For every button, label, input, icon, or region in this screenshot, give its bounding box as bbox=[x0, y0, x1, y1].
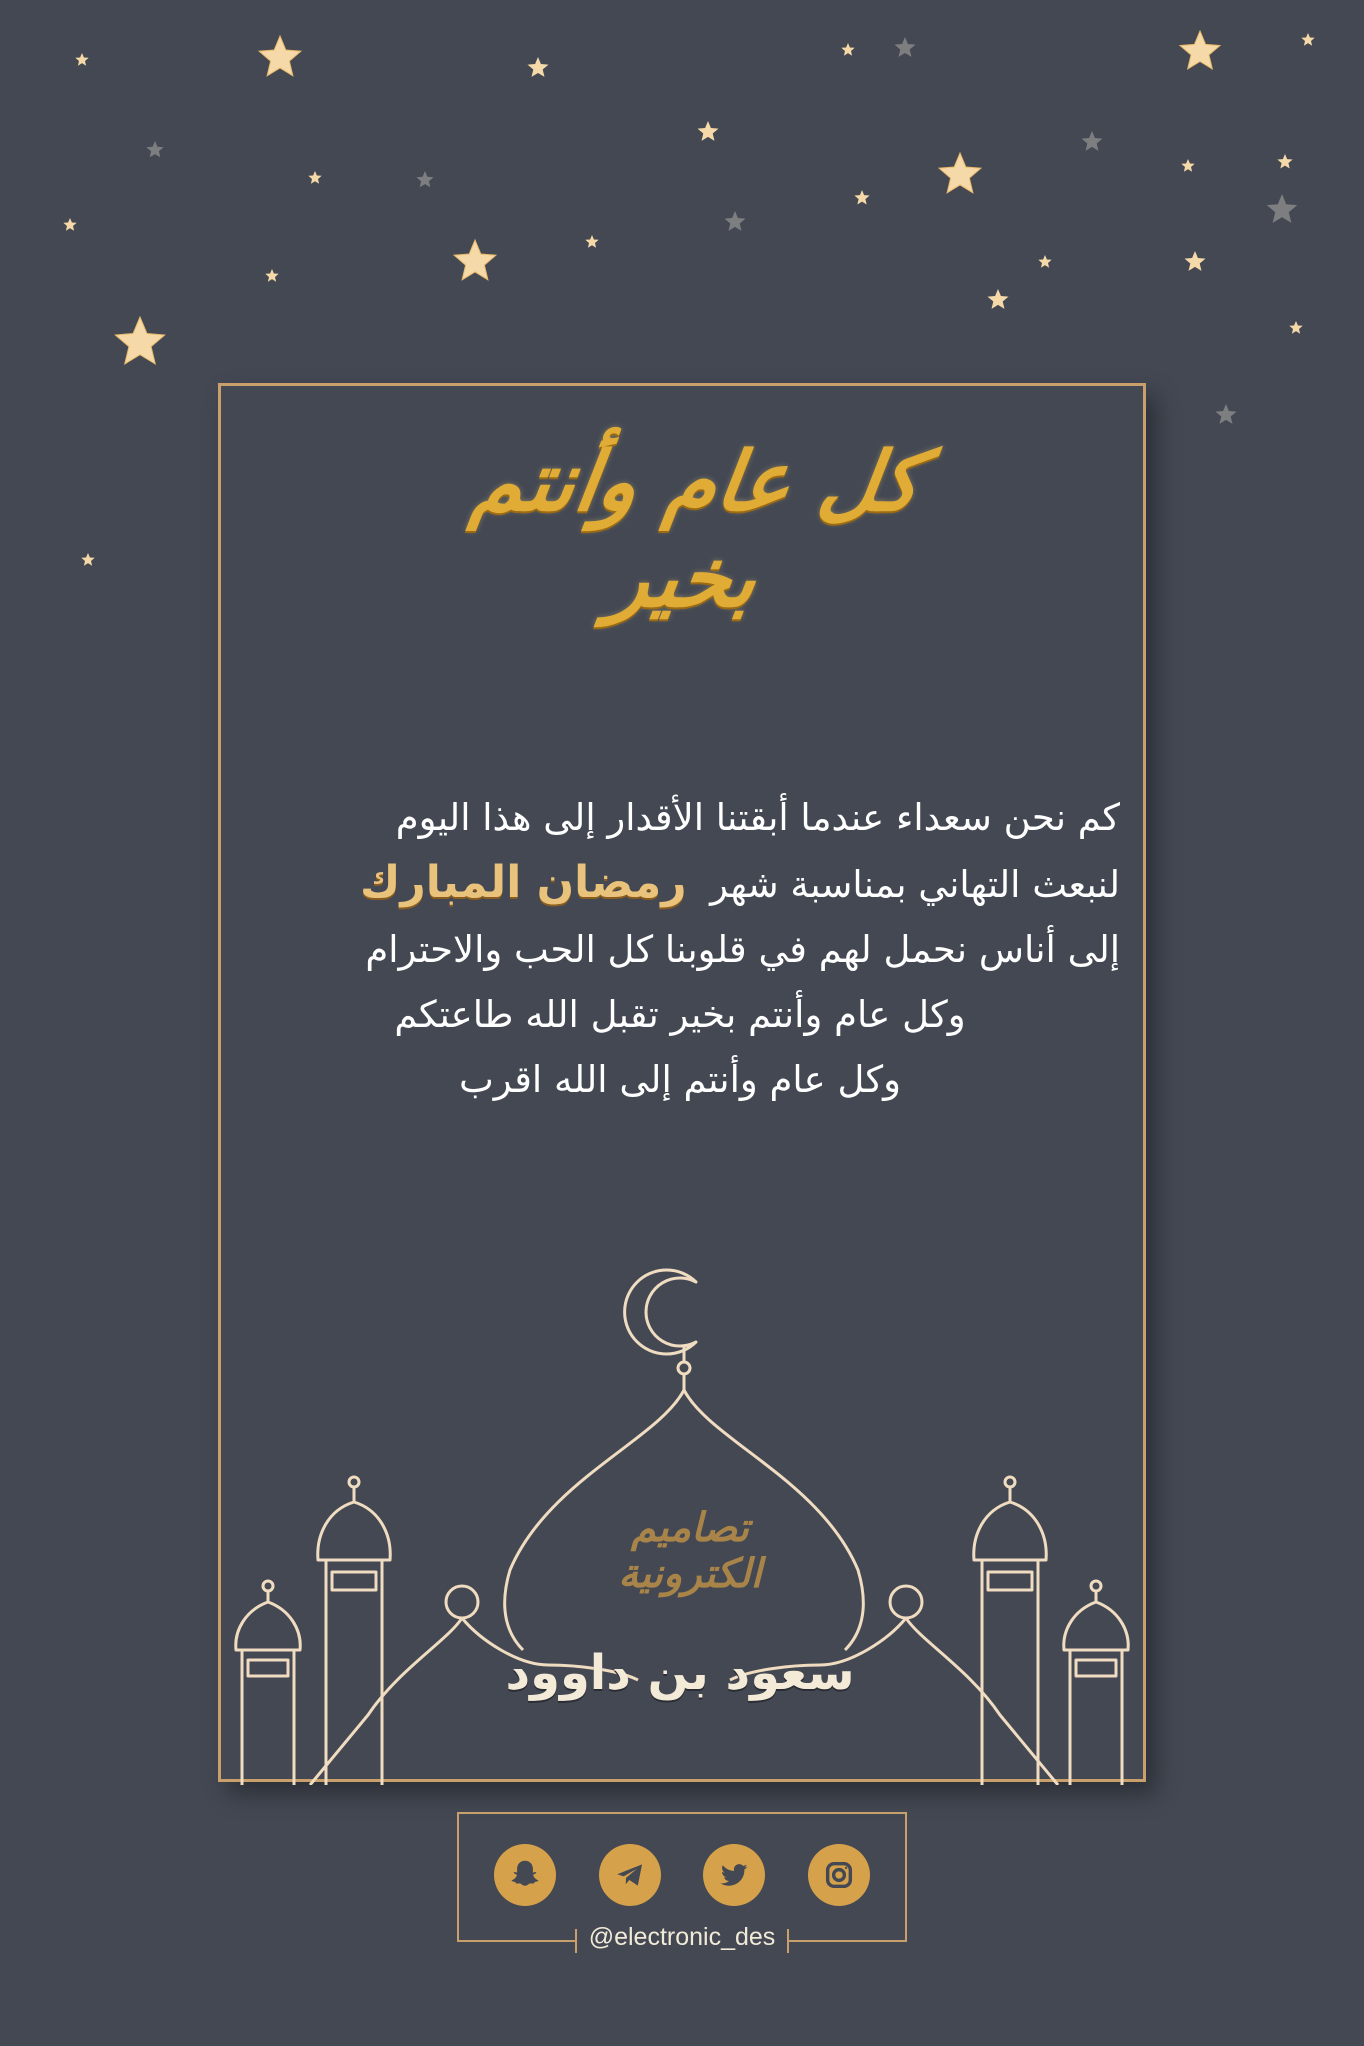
snapchat-icon[interactable] bbox=[494, 1844, 556, 1906]
star-icon bbox=[1180, 31, 1220, 69]
message-line-4: وكل عام وأنتم بخير تقبل الله طاعتكم bbox=[394, 993, 966, 1036]
greeting-calligraphy: كل عام وأنتم بخير bbox=[466, 434, 928, 626]
star-icon bbox=[454, 240, 496, 280]
twitter-icon[interactable] bbox=[703, 1844, 765, 1906]
star-icon bbox=[308, 171, 321, 184]
brand-watermark bbox=[570, 1505, 810, 1597]
star-icon bbox=[1267, 194, 1297, 223]
star-icon bbox=[1289, 321, 1302, 334]
star-icon bbox=[1038, 255, 1051, 268]
message-line-5: وكل عام وأنتم إلى الله اقرب bbox=[458, 1058, 902, 1101]
crescent-icon bbox=[625, 1270, 696, 1354]
message-line-1: كم نحن سعداء عندما أبقتنا الأقدار إلى هذا اليوم bbox=[395, 796, 1120, 839]
star-icon bbox=[895, 37, 916, 57]
star-icon bbox=[585, 235, 598, 248]
star-icon bbox=[259, 36, 301, 76]
star-icon bbox=[1185, 251, 1206, 271]
star-icon bbox=[698, 121, 719, 141]
brand-line-2: الكترونية bbox=[618, 1550, 762, 1597]
star-icon bbox=[939, 153, 981, 193]
brand-line-1: تصاميم bbox=[630, 1504, 750, 1551]
star-icon bbox=[265, 269, 278, 282]
instagram-icon[interactable] bbox=[808, 1844, 870, 1906]
star-icon bbox=[81, 553, 94, 566]
star-icon bbox=[1301, 33, 1314, 46]
message-line-2 bbox=[240, 850, 1120, 917]
author-name: سعود بن داوود bbox=[505, 1645, 855, 1701]
message-line-3: إلى أناس نحمل لهم في قلوبنا كل الحب والاحترام bbox=[365, 928, 1120, 971]
star-icon bbox=[1216, 404, 1237, 424]
star-icon bbox=[146, 141, 163, 157]
social-handle[interactable]: @electronic_des bbox=[575, 1923, 790, 1952]
star-icon bbox=[1181, 159, 1194, 172]
message-line-2-text: لنبعث التهاني بمناسبة شهر bbox=[710, 863, 1120, 906]
star-icon bbox=[75, 53, 88, 66]
star-icon bbox=[725, 211, 746, 231]
ramadan-highlight: رمضان المبارك bbox=[360, 857, 687, 908]
social-icons-row bbox=[459, 1844, 905, 1906]
star-icon bbox=[841, 43, 854, 56]
star-icon bbox=[854, 190, 869, 205]
star-icon bbox=[115, 317, 164, 364]
star-icon bbox=[1082, 131, 1103, 151]
star-icon bbox=[1277, 154, 1292, 169]
star-icon bbox=[528, 57, 549, 77]
star-icon bbox=[416, 171, 433, 187]
star-icon bbox=[988, 289, 1009, 309]
star-icon bbox=[63, 218, 76, 231]
telegram-icon[interactable] bbox=[599, 1844, 661, 1906]
handle-row bbox=[0, 1923, 1364, 1952]
greeting-message bbox=[240, 785, 1120, 1112]
